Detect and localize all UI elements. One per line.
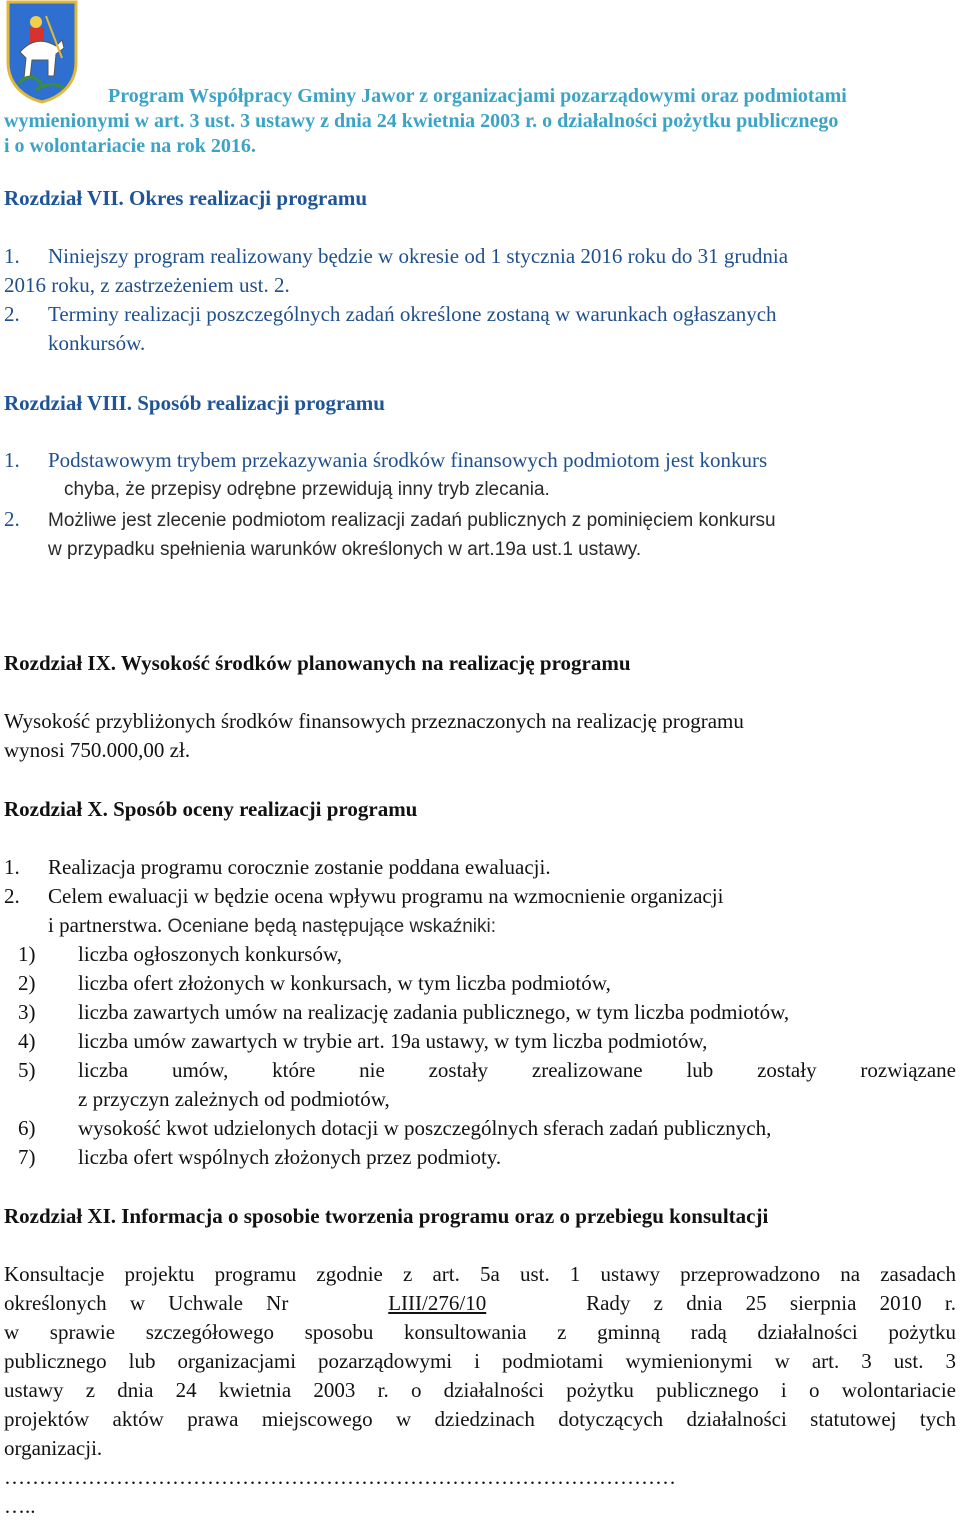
indicator-list-item: [18, 998, 956, 1027]
chapter-8-title: Rozdział VIII. Sposób realizacji programu: [4, 391, 385, 415]
list-number: 7): [18, 1145, 36, 1169]
item-continuation: konkursów.: [48, 331, 146, 355]
chapter-11-title: Rozdział XI. Informacja o sposobie tworzenia programu oraz o przebiegu konsultacji: [4, 1204, 769, 1228]
header-line-2: wymienionymi w art. 3 ust. 3 ustawy z dnia 24 kwietnia 2003 r. o działalności pożytku publicznego: [4, 110, 839, 132]
item-text: Celem ewaluacji w będzie ocena wpływu programu na wzmocnienie organizacji: [48, 884, 724, 908]
list-text: liczba ofert wspólnych złożonych przez podmioty.: [78, 1145, 502, 1169]
list-number: 2): [18, 971, 36, 995]
list-number: 1): [18, 942, 36, 966]
dotted-line-short: …..: [4, 1494, 36, 1518]
paragraph-line: Konsultacje projektu programu zgodnie z art. 5a ust. 1 ustawy przeprowadzono na zasadach: [4, 1262, 956, 1286]
list-number: 3): [18, 1000, 36, 1024]
header-line-3: i o wolontariacie na rok 2016.: [4, 135, 256, 157]
paragraph-line: [4, 1289, 956, 1318]
indicator-list-item: [18, 1143, 956, 1172]
item-number: 2.: [4, 507, 20, 531]
paragraph-line: publicznego lub organizacjami pozarządowymi i podmiotami wymienionymi w art. 3 ust. 3: [4, 1349, 956, 1373]
paragraph-line: wynosi 750.000,00 zł.: [4, 738, 191, 762]
paragraph-line: organizacji.: [4, 1436, 103, 1460]
chapter-10-item-2: [4, 882, 956, 941]
chapter-7-title: Rozdział VII. Okres realizacji programu: [4, 186, 367, 210]
item-text: Niniejszy program realizowany będzie w okresie od 1 stycznia 2016 roku do 31 grudnia: [48, 244, 789, 268]
paragraph-line: Wysokość przybliżonych środków finansowych przeznaczonych na realizację programu: [4, 709, 744, 733]
item-text: Możliwe jest zlecenie podmiotom realizacji zadań publicznych z pominięciem konkursu: [48, 510, 776, 531]
item-continuation: chyba, że przepisy odrębne przewidują inny tryb zlecania.: [64, 479, 550, 500]
list-text: liczba ofert złożonych w konkursach, w tym liczba podmiotów,: [78, 971, 611, 995]
paragraph-text: Rady z dnia 25 sierpnia 2010 r.: [586, 1291, 956, 1315]
chapter-8-item-2: [4, 505, 956, 564]
list-text-continuation: z przyczyn zależnych od podmiotów,: [78, 1087, 390, 1111]
chapter-7-item-2: [4, 300, 956, 358]
chapter-9-title: Rozdział IX. Wysokość środków planowanych na realizację programu: [4, 651, 631, 675]
list-number: 5): [18, 1058, 36, 1082]
paragraph-line: w sprawie szczegółowego sposobu konsultowania z gminną radą działalności pożytku: [4, 1320, 956, 1344]
chapter-9-paragraph: [4, 707, 956, 765]
chapter-10-title: Rozdział X. Sposób oceny realizacji programu: [4, 797, 418, 821]
item-number: 2.: [4, 302, 20, 326]
item-continuation: w przypadku spełnienia warunków określonych w art.19a ust.1 ustawy.: [48, 539, 642, 560]
chapter-10-item-1: [4, 853, 956, 882]
list-text: liczba ogłoszonych konkursów,: [78, 942, 342, 966]
item-continuation-sans: Oceniane będą następujące wskaźniki:: [167, 916, 497, 937]
chapter-7-item-1: [4, 242, 956, 300]
item-continuation: 2016 roku, z zastrzeżeniem ust. 2.: [4, 273, 290, 297]
paragraph-line: projektów aktów prawa miejscowego w dziedzinach dotyczących działalności statutowej tych: [4, 1407, 956, 1431]
item-number: 1.: [4, 448, 20, 472]
indicator-list-item: [18, 940, 956, 969]
item-text: Terminy realizacji poszczególnych zadań określone zostaną w warunkach ogłaszanych: [48, 302, 777, 326]
dotted-line: ……………………………………………………………………………………: [4, 1465, 676, 1489]
document-header: [4, 84, 956, 159]
list-text: liczba umów, które nie zostały zrealizowane lub zostały rozwiązane: [78, 1058, 956, 1082]
item-number: 1.: [4, 244, 20, 268]
list-text: liczba umów zawartych w trybie art. 19a ustawy, w tym liczba podmiotów,: [78, 1029, 708, 1053]
indicator-list-item: [18, 1114, 956, 1143]
resolution-link[interactable]: LIII/276/10: [388, 1291, 487, 1315]
list-text: liczba zawartych umów na realizację zadania publicznego, w tym liczba podmiotów,: [78, 1000, 790, 1024]
indicator-list-item: [18, 1027, 956, 1056]
indicator-list-item: [18, 1056, 956, 1114]
item-continuation: i partnerstwa.: [48, 913, 163, 937]
paragraph-line: ustawy z dnia 24 kwietnia 2003 r. o działalności pożytku publicznego i o wolontariacie: [4, 1378, 956, 1402]
header-line-1: Program Współpracy Gminy Jawor z organizacjami pozarządowymi oraz podmiotami: [108, 85, 847, 107]
chapter-11-paragraph: [4, 1260, 956, 1463]
item-number: 2.: [4, 884, 20, 908]
indicator-list-item: [18, 969, 956, 998]
list-number: 6): [18, 1116, 36, 1140]
item-number: 1.: [4, 855, 20, 879]
chapter-8-item-1: [4, 446, 956, 504]
list-text: wysokość kwot udzielonych dotacji w poszczególnych sferach zadań publicznych,: [78, 1116, 772, 1140]
list-number: 4): [18, 1029, 36, 1053]
paragraph-text: określonych w Uchwale Nr: [4, 1291, 289, 1315]
item-text: Podstawowym trybem przekazywania środków finansowych podmiotom jest konkurs: [48, 448, 768, 472]
item-text: Realizacja programu corocznie zostanie poddana ewaluacji.: [48, 855, 551, 879]
